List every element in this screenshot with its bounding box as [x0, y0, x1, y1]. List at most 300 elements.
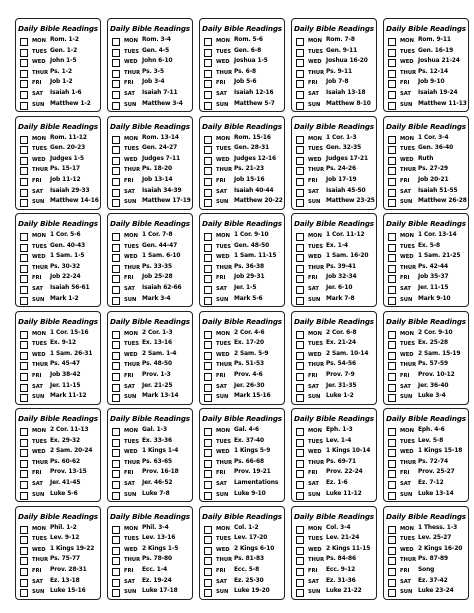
reading-checkbox[interactable] [20, 568, 28, 576]
reading-checkbox[interactable] [112, 265, 120, 273]
reading-checkbox[interactable] [296, 536, 304, 544]
reading-checkbox[interactable] [296, 428, 304, 436]
day-label: MON [124, 38, 138, 44]
reading-checkbox[interactable] [296, 384, 304, 392]
day-label: FRI [308, 470, 318, 477]
reading-row [388, 491, 466, 503]
reading-checkbox[interactable] [388, 460, 396, 468]
reading-checkbox[interactable] [388, 470, 396, 478]
reading-checkbox[interactable] [296, 265, 304, 273]
reading-row [112, 198, 190, 210]
reading-checkbox[interactable] [204, 102, 212, 110]
reading-checkbox[interactable] [112, 341, 120, 349]
day-label: FRI [308, 567, 318, 574]
reading-checkbox[interactable] [20, 38, 28, 46]
reading-checkbox[interactable] [20, 394, 28, 402]
reading-checkbox[interactable] [388, 428, 396, 436]
reading-checkbox[interactable] [204, 362, 212, 370]
reading-checkbox[interactable] [20, 146, 28, 154]
reading-checkbox[interactable] [112, 146, 120, 154]
reading-checkbox[interactable] [20, 286, 28, 294]
reading-checkbox[interactable] [20, 244, 28, 252]
reading-checkbox[interactable] [296, 470, 304, 478]
reading-checkbox[interactable] [388, 373, 396, 381]
reading-checkbox[interactable] [204, 244, 212, 252]
reading-checkbox[interactable] [388, 568, 396, 576]
day-label: SUN [32, 199, 45, 206]
reading-card [107, 506, 193, 600]
reading-checkbox[interactable] [112, 167, 120, 175]
reading-reference: 2 Sam. 1-4 [142, 350, 177, 357]
reading-checkbox[interactable] [112, 80, 120, 88]
reading-row [112, 393, 190, 405]
day-label: SUN [32, 101, 45, 108]
reading-checkbox[interactable] [296, 80, 304, 88]
day-label: SAT [124, 578, 135, 585]
reading-checkbox[interactable] [296, 91, 304, 99]
reading-checkbox[interactable] [112, 199, 120, 207]
day-label: MON [308, 330, 322, 337]
reading-checkbox[interactable] [296, 244, 304, 252]
reading-row [204, 588, 282, 600]
reading-checkbox[interactable] [20, 579, 28, 587]
reading-checkbox[interactable] [296, 394, 304, 402]
reading-checkbox[interactable] [20, 297, 28, 305]
reading-checkbox[interactable] [388, 362, 396, 370]
reading-checkbox[interactable] [388, 286, 396, 294]
reading-reference: Luke 15-16 [50, 588, 86, 595]
reading-checkbox[interactable] [296, 568, 304, 576]
reading-checkbox[interactable] [388, 341, 396, 349]
reading-reference: Prov. 7-9 [326, 371, 355, 378]
reading-checkbox[interactable] [20, 470, 28, 478]
reading-checkbox[interactable] [296, 297, 304, 305]
reading-checkbox[interactable] [20, 157, 28, 165]
reading-checkbox[interactable] [112, 178, 120, 186]
reading-checkbox[interactable] [112, 275, 120, 283]
reading-checkbox[interactable] [388, 167, 396, 175]
reading-checkbox[interactable] [112, 286, 120, 294]
day-label: SAT [124, 383, 135, 390]
reading-checkbox[interactable] [296, 254, 304, 262]
reading-checkbox[interactable] [204, 136, 212, 144]
day-label: THUR [308, 557, 325, 564]
day-label: WED [124, 254, 138, 261]
card-title: Daily Bible Readings [110, 511, 190, 521]
reading-reference: Luke 1-2 [326, 393, 354, 400]
reading-checkbox[interactable] [388, 102, 396, 110]
reading-checkbox[interactable] [112, 589, 120, 597]
reading-checkbox[interactable] [388, 136, 396, 144]
reading-reference: Jer. 26-30 [234, 382, 265, 389]
day-label: THUR [124, 459, 141, 466]
reading-checkbox[interactable] [204, 526, 212, 534]
reading-checkbox[interactable] [296, 362, 304, 370]
reading-checkbox[interactable] [112, 244, 120, 252]
reading-checkbox[interactable] [296, 481, 304, 489]
reading-checkbox[interactable] [388, 59, 396, 67]
reading-reference: 2 Cor. 9-10 [418, 329, 453, 336]
day-label: SUN [308, 589, 321, 596]
reading-reference: Matthew 26-28 [418, 198, 467, 205]
reading-card [15, 213, 101, 307]
reading-reference: Job 38-42 [50, 371, 81, 378]
reading-checkbox[interactable] [388, 275, 396, 283]
reading-checkbox[interactable] [20, 178, 28, 186]
day-label: WED [216, 449, 230, 456]
reading-checkbox[interactable] [20, 49, 28, 57]
reading-checkbox[interactable] [388, 157, 396, 165]
reading-checkbox[interactable] [20, 167, 28, 175]
reading-checkbox[interactable] [296, 547, 304, 555]
reading-checkbox[interactable] [388, 233, 396, 241]
day-label: TUES [124, 438, 140, 445]
day-label: MON [216, 330, 230, 337]
reading-checkbox[interactable] [388, 394, 396, 402]
reading-checkbox[interactable] [112, 460, 120, 468]
reading-reference: Luke 3-4 [418, 393, 446, 400]
reading-reference: 1 Cor. 11-12 [326, 232, 365, 238]
reading-checkbox[interactable] [296, 460, 304, 468]
reading-checkbox[interactable] [112, 384, 120, 392]
reading-checkbox[interactable] [296, 102, 304, 110]
reading-checkbox[interactable] [296, 146, 304, 154]
reading-checkbox[interactable] [204, 428, 212, 436]
day-label: FRI [32, 372, 42, 379]
day-label: WED [308, 351, 322, 358]
day-label: THUR [400, 459, 417, 466]
reading-checkbox[interactable] [204, 384, 212, 392]
reading-checkbox[interactable] [204, 352, 212, 360]
day-label: FRI [32, 177, 42, 184]
reading-reference: Ps. 84-86 [326, 556, 356, 563]
reading-checkbox[interactable] [20, 557, 28, 565]
reading-card [291, 213, 377, 307]
reading-reference: Ps. 21-23 [234, 166, 264, 173]
day-label: SUN [124, 491, 137, 498]
card-title: Daily Bible Readings [294, 316, 374, 326]
reading-checkbox[interactable] [20, 439, 28, 447]
reading-checkbox[interactable] [204, 91, 212, 99]
reading-checkbox[interactable] [112, 157, 120, 165]
reading-checkbox[interactable] [204, 199, 212, 207]
reading-checkbox[interactable] [388, 91, 396, 99]
reading-reference: Gen. 40-43 [50, 242, 86, 249]
reading-checkbox[interactable] [112, 439, 120, 447]
reading-checkbox[interactable] [204, 286, 212, 294]
reading-reference: Ez. 25-30 [234, 577, 264, 584]
reading-checkbox[interactable] [296, 70, 304, 78]
day-label: WED [308, 254, 322, 261]
day-label: THUR [216, 557, 233, 564]
reading-checkbox[interactable] [20, 428, 28, 436]
reading-checkbox[interactable] [296, 439, 304, 447]
reading-checkbox[interactable] [204, 275, 212, 283]
reading-checkbox[interactable] [388, 297, 396, 305]
reading-checkbox[interactable] [20, 102, 28, 110]
day-label: MON [124, 525, 138, 532]
reading-reference: Matthew 14-16 [50, 198, 99, 205]
reading-reference: Luke 5-6 [50, 490, 78, 497]
reading-checkbox[interactable] [112, 449, 120, 457]
reading-reference: Mark 13-14 [142, 393, 179, 400]
reading-checkbox[interactable] [20, 373, 28, 381]
reading-checkbox[interactable] [112, 373, 120, 381]
reading-checkbox[interactable] [20, 80, 28, 88]
reading-checkbox[interactable] [20, 547, 28, 555]
reading-checkbox[interactable] [296, 331, 304, 339]
reading-reference: Lev. 1-4 [326, 437, 352, 444]
reading-checkbox[interactable] [20, 233, 28, 241]
reading-checkbox[interactable] [296, 199, 304, 207]
reading-checkbox[interactable] [204, 167, 212, 175]
reading-checkbox[interactable] [388, 146, 396, 154]
reading-checkbox[interactable] [204, 557, 212, 565]
reading-checkbox[interactable] [296, 38, 304, 46]
reading-checkbox[interactable] [388, 189, 396, 197]
reading-checkbox[interactable] [112, 428, 120, 436]
reading-card [15, 311, 101, 405]
day-label: THUR [124, 167, 141, 174]
day-label: WED [124, 59, 138, 66]
reading-checkbox[interactable] [204, 460, 212, 468]
reading-checkbox[interactable] [20, 331, 28, 339]
reading-checkbox[interactable] [296, 59, 304, 67]
reading-checkbox[interactable] [296, 167, 304, 175]
reading-checkbox[interactable] [112, 557, 120, 565]
reading-checkbox[interactable] [112, 233, 120, 241]
reading-checkbox[interactable] [20, 526, 28, 534]
reading-checkbox[interactable] [388, 526, 396, 534]
reading-checkbox[interactable] [20, 460, 28, 468]
reading-checkbox[interactable] [296, 275, 304, 283]
day-label: SUN [308, 199, 321, 206]
reading-card [107, 213, 193, 307]
reading-checkbox[interactable] [296, 492, 304, 500]
reading-card [383, 408, 469, 502]
reading-checkbox[interactable] [204, 38, 212, 46]
reading-checkbox[interactable] [20, 189, 28, 197]
reading-checkbox[interactable] [112, 536, 120, 544]
reading-checkbox[interactable] [204, 470, 212, 478]
reading-checkbox[interactable] [204, 568, 212, 576]
reading-reference: Mark 5-6 [234, 295, 263, 302]
reading-checkbox[interactable] [204, 59, 212, 67]
card-title: Daily Bible Readings [202, 219, 282, 228]
reading-checkbox[interactable] [388, 384, 396, 392]
reading-checkbox[interactable] [204, 189, 212, 197]
reading-checkbox[interactable] [296, 579, 304, 587]
reading-reference: Judges 17-21 [326, 155, 369, 162]
reading-reference: Job 17-19 [326, 176, 357, 183]
day-label: SAT [32, 578, 43, 585]
reading-reference: Eph. 4-6 [418, 427, 445, 433]
reading-checkbox[interactable] [20, 59, 28, 67]
reading-reference: 2 Kings 1-5 [142, 545, 179, 552]
reading-reference: Isaiah 13-18 [326, 90, 366, 96]
reading-checkbox[interactable] [20, 91, 28, 99]
reading-checkbox[interactable] [388, 80, 396, 88]
reading-checkbox[interactable] [388, 589, 396, 597]
reading-checkbox[interactable] [20, 589, 28, 597]
reading-checkbox[interactable] [388, 254, 396, 262]
day-label: MON [400, 428, 414, 434]
reading-checkbox[interactable] [388, 557, 396, 565]
reading-checkbox[interactable] [296, 589, 304, 597]
reading-reference: Job 22-24 [50, 274, 81, 281]
day-label: TUES [400, 146, 416, 153]
reading-checkbox[interactable] [388, 449, 396, 457]
reading-checkbox[interactable] [204, 70, 212, 78]
reading-reference: Matthew 3-4 [142, 100, 183, 107]
reading-checkbox[interactable] [296, 352, 304, 360]
day-label: MON [32, 525, 46, 532]
day-label: SAT [216, 578, 227, 585]
reading-checkbox[interactable] [20, 199, 28, 207]
reading-checkbox[interactable] [112, 297, 120, 305]
reading-checkbox[interactable] [112, 579, 120, 587]
reading-checkbox[interactable] [20, 352, 28, 360]
reading-checkbox[interactable] [204, 373, 212, 381]
card-title: Daily Bible Readings [386, 414, 466, 423]
reading-checkbox[interactable] [204, 481, 212, 489]
reading-checkbox[interactable] [388, 244, 396, 252]
reading-checkbox[interactable] [112, 568, 120, 576]
reading-reference: Ps. 15-17 [50, 166, 80, 173]
reading-reference: Ez. 37-42 [418, 577, 448, 584]
reading-checkbox[interactable] [388, 547, 396, 555]
reading-checkbox[interactable] [204, 589, 212, 597]
reading-checkbox[interactable] [112, 102, 120, 110]
reading-card [107, 116, 193, 210]
reading-checkbox[interactable] [204, 547, 212, 555]
reading-checkbox[interactable] [296, 157, 304, 165]
reading-checkbox[interactable] [296, 286, 304, 294]
reading-reference: Isaiah 19-24 [418, 90, 458, 96]
reading-checkbox[interactable] [204, 492, 212, 500]
reading-checkbox[interactable] [388, 49, 396, 57]
reading-checkbox[interactable] [388, 331, 396, 339]
day-label: WED [124, 449, 138, 456]
day-label: THUR [124, 557, 141, 564]
reading-reference: Luke 23-24 [418, 588, 454, 595]
reading-checkbox[interactable] [20, 362, 28, 370]
day-label: TUES [32, 146, 48, 153]
reading-checkbox[interactable] [204, 157, 212, 165]
reading-checkbox[interactable] [112, 481, 120, 489]
reading-checkbox[interactable] [296, 136, 304, 144]
reading-checkbox[interactable] [20, 275, 28, 283]
reading-checkbox[interactable] [20, 136, 28, 144]
reading-checkbox[interactable] [388, 70, 396, 78]
reading-checkbox[interactable] [112, 91, 120, 99]
reading-checkbox[interactable] [296, 178, 304, 186]
reading-checkbox[interactable] [388, 38, 396, 46]
reading-checkbox[interactable] [388, 579, 396, 587]
reading-checkbox[interactable] [296, 373, 304, 381]
reading-checkbox[interactable] [388, 199, 396, 207]
reading-checkbox[interactable] [204, 536, 212, 544]
reading-checkbox[interactable] [204, 80, 212, 88]
reading-checkbox[interactable] [112, 254, 120, 262]
reading-checkbox[interactable] [112, 492, 120, 500]
reading-checkbox[interactable] [112, 189, 120, 197]
reading-checkbox[interactable] [204, 449, 212, 457]
reading-checkbox[interactable] [296, 341, 304, 349]
reading-checkbox[interactable] [388, 439, 396, 447]
reading-checkbox[interactable] [20, 449, 28, 457]
reading-checkbox[interactable] [204, 254, 212, 262]
day-label: MON [32, 135, 46, 142]
reading-checkbox[interactable] [296, 526, 304, 534]
reading-checkbox[interactable] [112, 136, 120, 144]
reading-checkbox[interactable] [204, 331, 212, 339]
reading-reference: Luke 21-22 [326, 588, 362, 595]
reading-checkbox[interactable] [204, 579, 212, 587]
reading-checkbox[interactable] [204, 178, 212, 186]
reading-checkbox[interactable] [388, 492, 396, 500]
reading-checkbox[interactable] [112, 526, 120, 534]
reading-checkbox[interactable] [112, 38, 120, 46]
day-label: FRI [216, 275, 226, 282]
reading-checkbox[interactable] [296, 557, 304, 565]
reading-checkbox[interactable] [388, 481, 396, 489]
reading-checkbox[interactable] [20, 492, 28, 500]
reading-checkbox[interactable] [296, 233, 304, 241]
reading-checkbox[interactable] [112, 70, 120, 78]
reading-checkbox[interactable] [112, 331, 120, 339]
reading-checkbox[interactable] [388, 352, 396, 360]
day-label: THUR [400, 69, 417, 76]
reading-checkbox[interactable] [112, 547, 120, 555]
reading-checkbox[interactable] [296, 449, 304, 457]
reading-checkbox[interactable] [112, 470, 120, 478]
reading-checkbox[interactable] [204, 49, 212, 57]
reading-checkbox[interactable] [296, 49, 304, 57]
reading-checkbox[interactable] [112, 59, 120, 67]
card-title: Daily Bible Readings [294, 414, 374, 423]
day-label: TUES [308, 438, 324, 445]
reading-checkbox[interactable] [204, 341, 212, 349]
reading-checkbox[interactable] [388, 536, 396, 544]
reading-checkbox[interactable] [204, 297, 212, 305]
card-title: Daily Bible Readings [18, 414, 98, 423]
reading-checkbox[interactable] [112, 49, 120, 57]
reading-checkbox[interactable] [112, 362, 120, 370]
reading-checkbox[interactable] [204, 146, 212, 154]
reading-checkbox[interactable] [204, 233, 212, 241]
reading-checkbox[interactable] [20, 265, 28, 273]
reading-checkbox[interactable] [112, 394, 120, 402]
reading-checkbox[interactable] [388, 265, 396, 273]
reading-checkbox[interactable] [20, 384, 28, 392]
reading-checkbox[interactable] [20, 70, 28, 78]
reading-checkbox[interactable] [112, 352, 120, 360]
reading-checkbox[interactable] [388, 178, 396, 186]
day-label: FRI [216, 80, 226, 87]
reading-checkbox[interactable] [296, 189, 304, 197]
reading-checkbox[interactable] [204, 439, 212, 447]
reading-checkbox[interactable] [204, 394, 212, 402]
day-label: THUR [308, 167, 325, 174]
reading-checkbox[interactable] [20, 341, 28, 349]
reading-checkbox[interactable] [204, 265, 212, 273]
reading-checkbox[interactable] [20, 481, 28, 489]
reading-checkbox[interactable] [20, 536, 28, 544]
reading-reference: Job 32-34 [326, 274, 357, 281]
reading-reference: Jer. 21-25 [142, 382, 173, 389]
reading-checkbox[interactable] [20, 254, 28, 262]
